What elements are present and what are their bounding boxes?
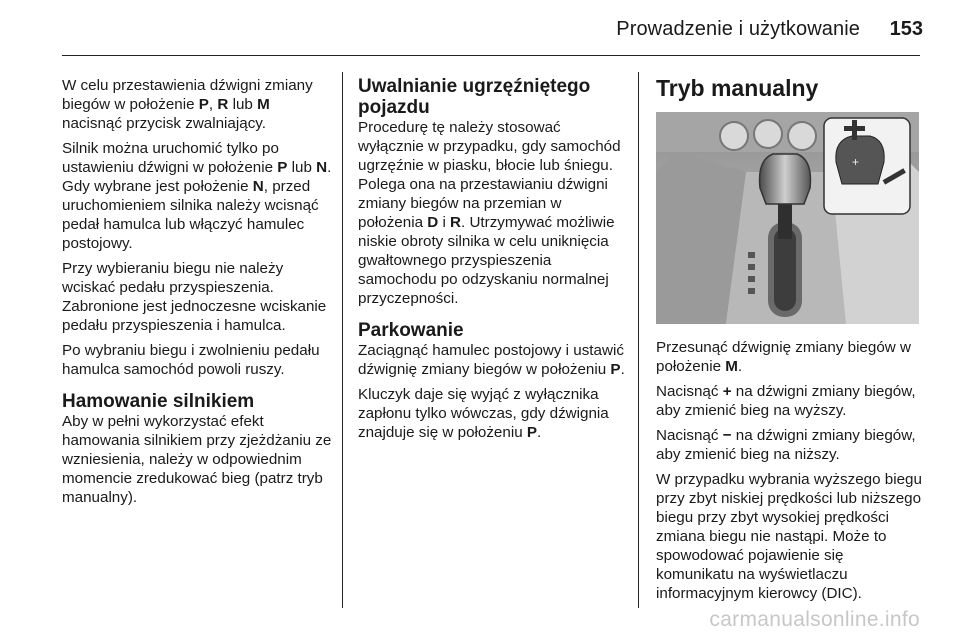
paragraph-rocking: Procedurę tę należy stosować wyłącznie w przypadku, gdy samochód ugrzęźnie w piasku, błocie lub śniegu. Polega ona na przestawianiu dźwigni zmiany biegów na przemian w położenia D i R. Utrzymywać możliwie niskie obroty silnika w celu uniknięcia gwałtownego przyspieszenia samochodu po odzyskaniu normalnej przyczepności. xyxy=(358,119,621,307)
heading-rocking: Uwalnianie ugrzęźniętego pojazdu xyxy=(358,76,591,118)
page-number: 153 xyxy=(889,18,923,40)
column-2 xyxy=(358,76,630,448)
minus-icon: − xyxy=(722,427,732,444)
paragraph-creep: Po wybraniu biegu i zwolnieniu pedału hamulca samochód powoli ruszy. xyxy=(62,342,320,378)
paragraph-move-to-m: Przesunąć dźwignię zmiany biegów w położenie M. xyxy=(656,339,911,375)
paragraph-parking: Zaciągnąć hamulec postojowy i ustawić dźwignię zmiany biegów w położeniu P. xyxy=(358,342,625,378)
paragraph-shift-limit: W przypadku wybrania wyższego biegu przy zbyt niskiej prędkości lub niższego biegu przy zbyt wysokiej prędkości zmiana biegu nie nastąpi. Może to spowodować pojawienie się komunikatu na wyświetlaczu informacyjnym kierowcy (DIC). xyxy=(656,471,922,602)
heading-manual-mode: Tryb manualny xyxy=(656,75,819,101)
column-divider-left xyxy=(342,72,343,608)
column-3 xyxy=(656,74,922,609)
header-divider xyxy=(62,55,920,56)
paragraph-shift-release: W celu przestawienia dźwigni zmiany biegów w położenie P, R lub M nacisnąć przycisk zwalniający. xyxy=(62,77,313,132)
paragraph-no-accelerator: Przy wybieraniu biegu nie należy wciskać pedału przyspieszenia. Zabronione jest jednoczesne wciskanie pedału przyspieszenia i hamulca. xyxy=(62,260,327,334)
paragraph-upshift: Nacisnąć + na dźwigni zmiany biegów, aby zmienić bieg na wyższy. xyxy=(656,383,916,419)
gear-lever-illustration xyxy=(656,112,919,324)
paragraph-downshift: Nacisnąć − na dźwigni zmiany biegów, aby zmienić bieg na niższy. xyxy=(656,427,916,463)
paragraph-engine-braking: Aby w pełni wykorzystać efekt hamowania silnikiem przy zjeżdżaniu ze wzniesienia, należy w odpowiednim momencie zredukować bieg (patrz tryb manualny). xyxy=(62,413,332,506)
paragraph-key-removal: Kluczyk daje się wyjąć z wyłącznika zapłonu tylko wówczas, gdy dźwignia znajduje się w położeniu P. xyxy=(358,386,609,441)
svg-text:+: + xyxy=(852,155,860,169)
watermark: carmanualsonline.info xyxy=(709,608,920,631)
plus-icon: + xyxy=(722,383,732,400)
column-divider-right xyxy=(638,72,639,608)
gear-selector-photo xyxy=(656,112,919,324)
column-1 xyxy=(62,76,334,513)
paragraph-engine-start: Silnik można uruchomić tylko po ustawieniu dźwigni w położenie P lub N. Gdy wybrane jest położenie N, przed uruchomieniem silnika należy wcisnąć pedał hamulca lub włączyć hamulec postojowy. xyxy=(62,140,332,252)
page-header-title: Prowadzenie i użytkowanie xyxy=(616,18,860,40)
heading-engine-braking: Hamowanie silnikiem xyxy=(62,391,255,412)
heading-parking: Parkowanie xyxy=(358,320,464,341)
